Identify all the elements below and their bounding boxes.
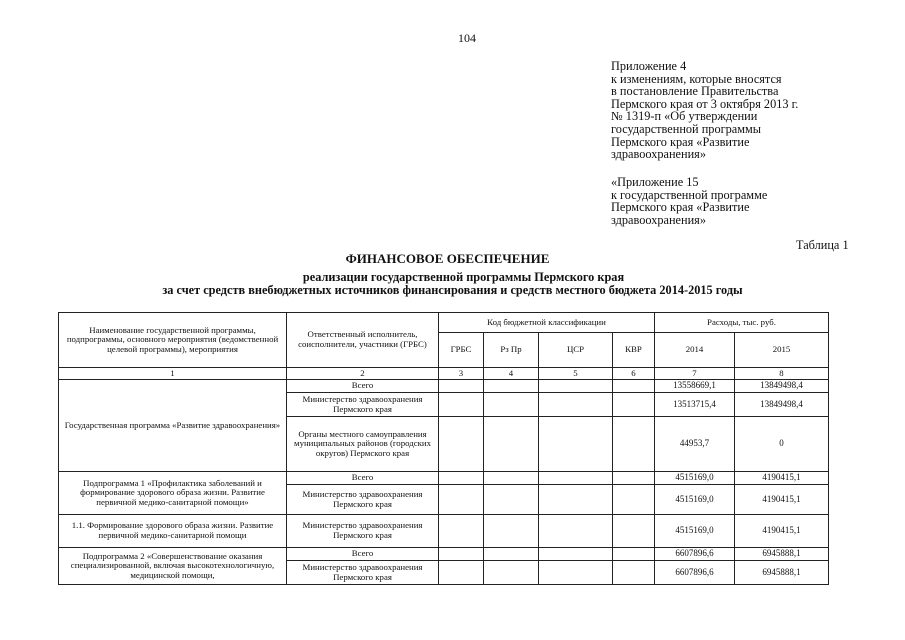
subheading-line-1: реализации государственной программы Пермского края [302,270,625,284]
appendix-line: Приложение 4 [611,59,687,73]
value-2015: 4190415,1 [735,515,829,548]
value-2014: 13558669,1 [655,380,735,393]
value-2014: 6607896,6 [655,548,735,561]
column-number: 2 [287,368,439,380]
table-row [59,380,829,393]
appendix-block-2 [611,176,881,226]
header-name: Наименование государственной программы, подпрограммы, основного мероприятия (ведомственной целевой программы), мероприятия [59,313,287,368]
document-subheading [0,271,905,296]
column-number: 8 [735,368,829,380]
appendix-line: в постановление Правительства [611,84,779,99]
header-row-1 [59,313,829,333]
page-number: 104 [458,31,476,45]
value-2014: 13513715,4 [655,393,735,417]
value-2015: 6945888,1 [735,548,829,561]
subprogram-1-name: Подпрограмма 1 «Профилактика заболеваний и формирование здорового образа жизни. Развитие первичной медико-санитарной помощи» [59,472,287,515]
table-label: Таблица 1 [796,238,849,252]
program-name-cell: Государственная программа «Развитие здравоохранения» [59,380,287,472]
header-expenses: Расходы, тыс. руб. [655,313,829,333]
executor-cell: Всего [287,548,439,561]
executor-cell: Министерство здравоохранения Пермского края [287,561,439,585]
appendix-line: здравоохранения» [611,212,706,227]
table-row [59,515,829,548]
header-grbs: ГРБС [439,333,484,368]
column-number: 1 [59,368,287,380]
header-executor: Ответственный исполнитель, соисполнители, участники (ГРБС) [287,313,439,368]
subprogram-2-name: Подпрограмма 2 «Совершенствование оказания специализированной, включая высокотехнологичную, медицинской помощи, [59,548,287,585]
value-2015: 13849498,4 [735,380,829,393]
table-row [59,548,829,561]
column-number: 5 [539,368,613,380]
header-kvr: КВР [613,333,655,368]
appendix-line: Пермского края «Развитие [611,200,750,215]
subheading-line-2: за счет средств внебюджетных источников финансирования и средств местного бюджета 2014-2015 годы [162,282,743,297]
column-number: 3 [439,368,484,380]
appendix-line: «Приложение 15 [611,175,699,189]
appendix-line: здравоохранения» [611,147,706,162]
value-2015: 0 [735,417,829,472]
finance-table [58,312,829,585]
value-2014: 4515169,0 [655,515,735,548]
appendix-block [611,60,881,161]
header-csr: ЦСР [539,333,613,368]
column-number: 6 [613,368,655,380]
item-1-1-name: 1.1. Формирование здорового образа жизни. Развитие первичной медико-санитарной помощи [59,515,287,548]
executor-cell: Всего [287,380,439,393]
header-2014: 2014 [655,333,735,368]
value-2014: 4515169,0 [655,485,735,515]
appendix-line: Пермского края от 3 октября 2013 г. [611,96,799,111]
column-numbers-row [59,368,829,380]
value-2014: 6607896,6 [655,561,735,585]
executor-cell: Министерство здравоохранения Пермского края [287,515,439,548]
value-2014: 44953,7 [655,417,735,472]
value-2015: 4190415,1 [735,472,829,485]
appendix-line: № 1319-п «Об утверждении [611,109,758,124]
value-2015: 4190415,1 [735,485,829,515]
appendix-line: к изменениям, которые вносятся [611,71,782,86]
table-row [59,472,829,485]
executor-cell: Министерство здравоохранения Пермского края [287,393,439,417]
appendix-line: Пермского края «Развитие [611,134,750,149]
value-2014: 4515169,0 [655,472,735,485]
executor-cell: Органы местного самоуправления муниципальных районов (городских округов) Пермского края [287,417,439,472]
executor-cell: Министерство здравоохранения Пермского края [287,485,439,515]
document-heading: ФИНАНСОВОЕ ОБЕСПЕЧЕНИЕ [345,251,550,266]
executor-cell: Всего [287,472,439,485]
header-2015: 2015 [735,333,829,368]
value-2015: 13849498,4 [735,393,829,417]
value-2015: 6945888,1 [735,561,829,585]
header-rzpr: Рз Пр [484,333,539,368]
column-number: 4 [484,368,539,380]
appendix-line: государственной программы [611,121,762,136]
column-number: 7 [655,368,735,380]
header-kbk: Код бюджетной классификации [439,313,655,333]
appendix-line: к государственной программе [611,187,768,202]
